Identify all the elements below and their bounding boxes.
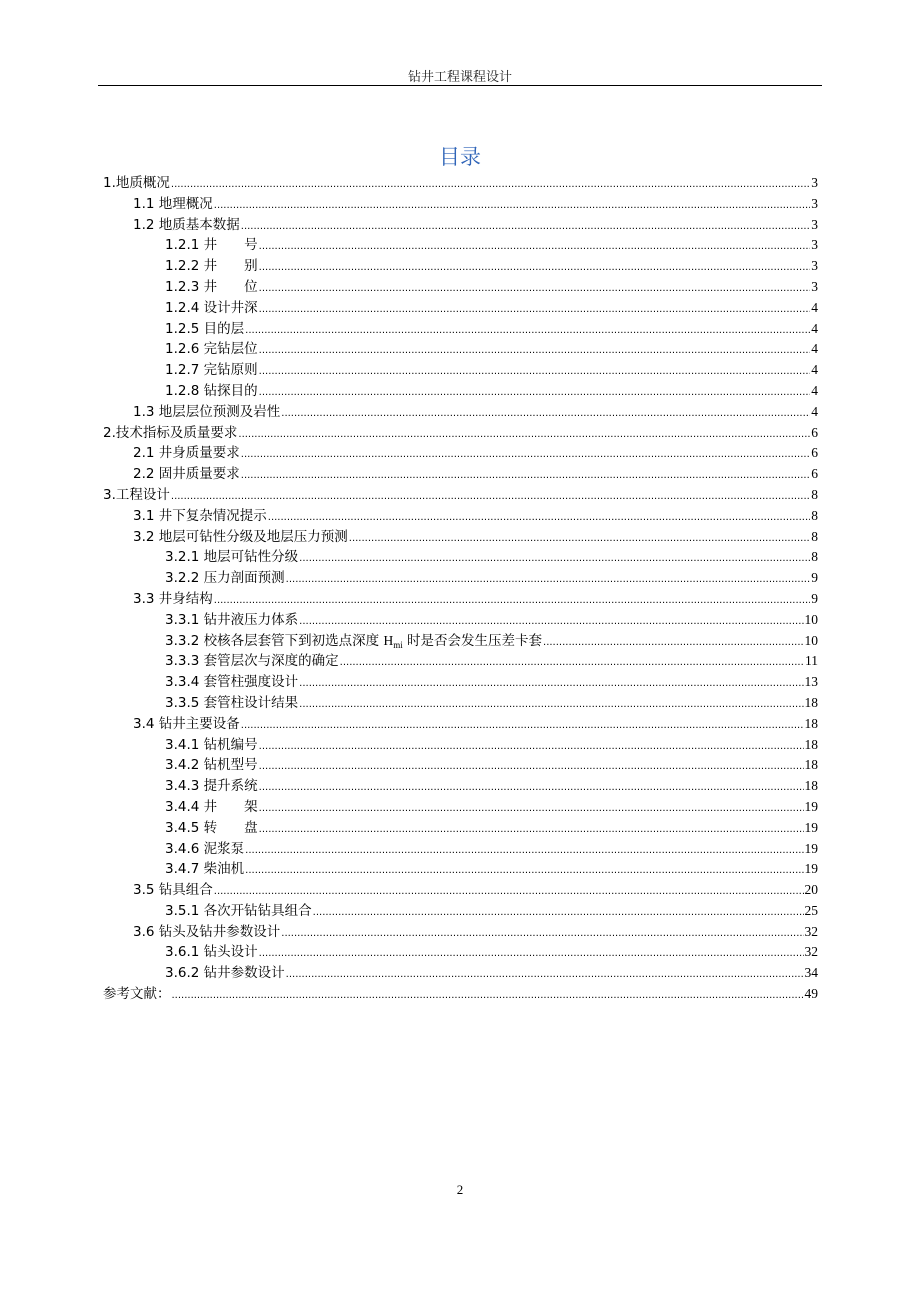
toc-dot-leader (245, 321, 810, 342)
toc-dot-leader (281, 404, 810, 425)
toc-entry-label: 3.6.1 钻头设计 (165, 944, 258, 961)
toc-dot-leader (245, 841, 803, 862)
toc-dot-leader (259, 737, 804, 758)
toc-dot-leader (299, 612, 803, 633)
running-header-title: 钻井工程课程设计 (407, 70, 512, 85)
toc-entry-page: 18 (804, 736, 818, 752)
toc-entry-label: 3.2.2 压力剖面预测 (165, 570, 285, 587)
toc-entry-label: 3.3.4 套管柱强度设计 (165, 674, 299, 691)
toc-entry[interactable] (103, 464, 818, 485)
toc-entry[interactable] (103, 215, 818, 236)
toc-dot-leader (214, 882, 804, 903)
toc-entry-page: 32 (804, 923, 818, 939)
toc-dot-leader (259, 237, 811, 258)
toc-entry[interactable] (103, 319, 818, 340)
toc-entry-page: 4 (811, 362, 818, 378)
toc-entry-page: 32 (804, 944, 818, 960)
toc-entry-page: 34 (804, 965, 818, 981)
toc-entry-label: 3.工程设计 (103, 486, 170, 503)
toc-dot-leader (259, 258, 811, 279)
toc-entry-page: 19 (804, 798, 818, 814)
toc-entry-label: 3.4.5 转 盘 (165, 819, 258, 836)
toc-entry[interactable] (103, 922, 818, 943)
toc-entry-label: 3.4.3 提升系统 (165, 778, 258, 795)
toc-entry[interactable] (103, 651, 818, 672)
toc-entry-page: 10 (804, 632, 818, 648)
toc-entry[interactable] (103, 963, 818, 984)
toc-entry[interactable] (103, 547, 818, 568)
toc-entry-page: 4 (811, 403, 818, 419)
toc-entry-label: 2.1 井身质量要求 (133, 445, 240, 462)
toc-entry[interactable] (103, 755, 818, 776)
toc-entry-label: 3.6.2 钻井参数设计 (165, 965, 285, 982)
toc-entry-label: 参考文献： (103, 986, 171, 1003)
toc-entry-page: 6 (811, 466, 818, 482)
toc-dot-leader (259, 944, 804, 965)
toc-entry[interactable] (103, 984, 818, 1005)
toc-dot-leader (299, 549, 810, 570)
toc-entry-page: 4 (811, 320, 818, 336)
toc-dot-leader (238, 425, 810, 446)
toc-dot-leader (299, 674, 803, 695)
toc-entry[interactable] (103, 797, 818, 818)
toc-entry[interactable] (103, 859, 818, 880)
toc-dot-leader (171, 175, 810, 196)
toc-entry[interactable] (103, 714, 818, 735)
toc-entry-page: 8 (811, 528, 818, 544)
toc-dot-leader (259, 820, 804, 841)
toc-entry-page: 19 (804, 819, 818, 835)
toc-entry[interactable] (103, 173, 818, 194)
toc-entry-label: 3.5.1 各次开钻钻具组合 (165, 902, 312, 919)
toc-entry-page: 9 (811, 590, 818, 606)
toc-dot-leader (259, 799, 804, 820)
toc-entry-page: 10 (804, 611, 818, 627)
toc-entry-page: 3 (811, 278, 818, 294)
toc-entry-label: 1.2.8 钻探目的 (165, 382, 258, 399)
toc-entry-label: 3.4.6 泥浆泵 (165, 840, 245, 857)
toc-dot-leader (259, 757, 804, 778)
toc-entry-label: 3.3.5 套管柱设计结果 (165, 694, 299, 711)
toc-entry[interactable] (103, 527, 818, 548)
toc-entry-label: 1.地质概况 (103, 175, 170, 191)
toc-entry[interactable] (103, 339, 818, 360)
toc-entry[interactable] (103, 589, 818, 610)
toc-dot-leader (349, 529, 810, 550)
toc-entry-label: 1.2.1 井 号 (165, 237, 258, 254)
toc-dot-leader (286, 965, 804, 986)
toc-entry[interactable] (103, 610, 818, 631)
toc-entry-page: 11 (805, 653, 818, 669)
toc-entry[interactable] (103, 568, 818, 589)
toc-entry-label: 3.4.7 柴油机 (165, 861, 245, 878)
toc-dot-leader (259, 383, 811, 404)
toc-entry-page: 18 (804, 757, 818, 773)
toc-dot-leader (259, 279, 811, 300)
toc-entry-label: 3.1 井下复杂情况提示 (133, 507, 267, 524)
toc-entry[interactable] (103, 235, 818, 256)
toc-dot-leader (268, 508, 810, 529)
toc-entry[interactable] (103, 298, 818, 319)
toc-entry-label: 3.3.1 钻井液压力体系 (165, 611, 299, 628)
toc-dot-leader (241, 445, 810, 466)
toc-dot-leader (171, 487, 810, 508)
toc-dot-leader (286, 570, 811, 591)
toc-dot-leader (299, 695, 803, 716)
toc-dot-leader (259, 341, 811, 362)
toc-entry[interactable] (103, 672, 818, 693)
toc-entry-label: 1.2.5 目的层 (165, 320, 245, 337)
toc-entry-page: 6 (811, 424, 818, 440)
toc-entry[interactable] (103, 485, 818, 506)
toc-entry-label: 1.3 地层层位预测及岩性 (133, 403, 281, 420)
toc-entry-page: 18 (804, 694, 818, 710)
toc-entry-page: 20 (804, 882, 818, 898)
toc-entry-page: 3 (811, 237, 818, 253)
toc-dot-leader (172, 986, 804, 1007)
toc-dot-leader (259, 362, 811, 383)
toc-dot-leader (214, 591, 810, 612)
toc-entry[interactable] (103, 506, 818, 527)
toc-entry[interactable] (103, 693, 818, 714)
toc-entry-page: 3 (811, 258, 818, 274)
toc-entry-page: 3 (811, 195, 818, 211)
toc-dot-leader (241, 217, 810, 238)
toc-entry-label: 1.2.7 完钻原则 (165, 362, 258, 379)
toc-entry-label: 1.2.3 井 位 (165, 278, 258, 295)
toc-entry-page: 19 (804, 840, 818, 856)
toc-entry-label: 3.5 钻具组合 (133, 882, 213, 899)
toc-entry[interactable] (103, 942, 818, 963)
toc-dot-leader (259, 778, 804, 799)
toc-dot-leader (241, 716, 804, 737)
toc-entry[interactable] (103, 360, 818, 381)
toc-entry-page: 18 (804, 715, 818, 731)
toc-entry-label: 1.1 地理概况 (133, 195, 213, 212)
toc-entry-page: 8 (811, 486, 818, 502)
toc-entry[interactable] (103, 818, 818, 839)
toc-entry-label: 2.2 固井质量要求 (133, 466, 240, 483)
toc-entry-label: 2.技术指标及质量要求 (103, 424, 238, 441)
toc-dot-leader (241, 466, 810, 487)
toc-entry[interactable] (103, 423, 818, 444)
toc-entry[interactable] (103, 839, 818, 860)
toc-dot-leader (214, 196, 810, 217)
toc-dot-leader (245, 861, 803, 882)
page-number: 2 (456, 1182, 464, 1197)
toc-entry-label: 3.4 钻井主要设备 (133, 715, 240, 732)
toc-entry[interactable] (103, 256, 818, 277)
toc-entry-page: 49 (804, 986, 818, 1002)
toc-entry[interactable] (103, 381, 818, 402)
toc-dot-leader (313, 903, 804, 924)
toc-entry[interactable] (103, 880, 818, 901)
toc-entry-label: 3.3.3 套管层次与深度的确定 (165, 653, 339, 670)
toc-entry-label: 3.4.1 钻机编号 (165, 736, 258, 753)
toc-entry[interactable] (103, 901, 818, 922)
toc-entry-page: 8 (811, 507, 818, 523)
toc-entry-label: 1.2.6 完钻层位 (165, 341, 258, 358)
toc-entry-page: 3 (811, 175, 818, 190)
toc-entry-page: 13 (804, 674, 818, 690)
toc-entry-label: 3.4.4 井 架 (165, 798, 258, 815)
toc-entry[interactable] (103, 194, 818, 215)
toc-entry-page: 18 (804, 778, 818, 794)
toc-entry[interactable] (103, 402, 818, 423)
toc-entry-label: 1.2 地质基本数据 (133, 216, 240, 233)
toc-entry-label: 3.3.2 校核各层套管下到初选点深度 $H_{mi}$ 时是否会发生压差卡套 (165, 632, 543, 650)
toc-entry-label: 3.6 钻头及钻井参数设计 (133, 923, 281, 940)
toc-entry-page: 9 (811, 570, 818, 586)
toc-entry-label: 1.2.2 井 别 (165, 258, 258, 275)
toc-entry-label: 1.2.4 设计井深 (165, 299, 258, 316)
table-of-contents (103, 173, 818, 1005)
toc-entry-label: 3.4.2 钻机型号 (165, 757, 258, 774)
toc-entry-page: 4 (811, 382, 818, 398)
toc-entry[interactable] (103, 776, 818, 797)
toc-entry[interactable] (103, 631, 818, 652)
toc-dot-leader (340, 653, 804, 674)
toc-entry-page: 4 (811, 341, 818, 357)
toc-entry-label: 3.2 地层可钻性分级及地层压力预测 (133, 528, 348, 545)
toc-entry-page: 25 (804, 902, 818, 918)
toc-title: 目录 (439, 145, 481, 169)
toc-entry-page: 8 (811, 549, 818, 565)
header-divider (98, 85, 822, 86)
toc-entry-page: 3 (811, 216, 818, 232)
toc-entry[interactable] (103, 735, 818, 756)
toc-entry-page: 4 (811, 299, 818, 315)
toc-entry-page: 6 (811, 445, 818, 461)
toc-entry-label: 3.3 井身结构 (133, 590, 213, 607)
toc-dot-leader (259, 300, 811, 321)
toc-entry[interactable] (103, 443, 818, 464)
toc-entry-label: 3.2.1 地层可钻性分级 (165, 549, 299, 566)
toc-dot-leader (543, 633, 803, 654)
toc-entry-page: 19 (804, 861, 818, 877)
toc-entry[interactable] (103, 277, 818, 298)
toc-dot-leader (281, 924, 803, 945)
